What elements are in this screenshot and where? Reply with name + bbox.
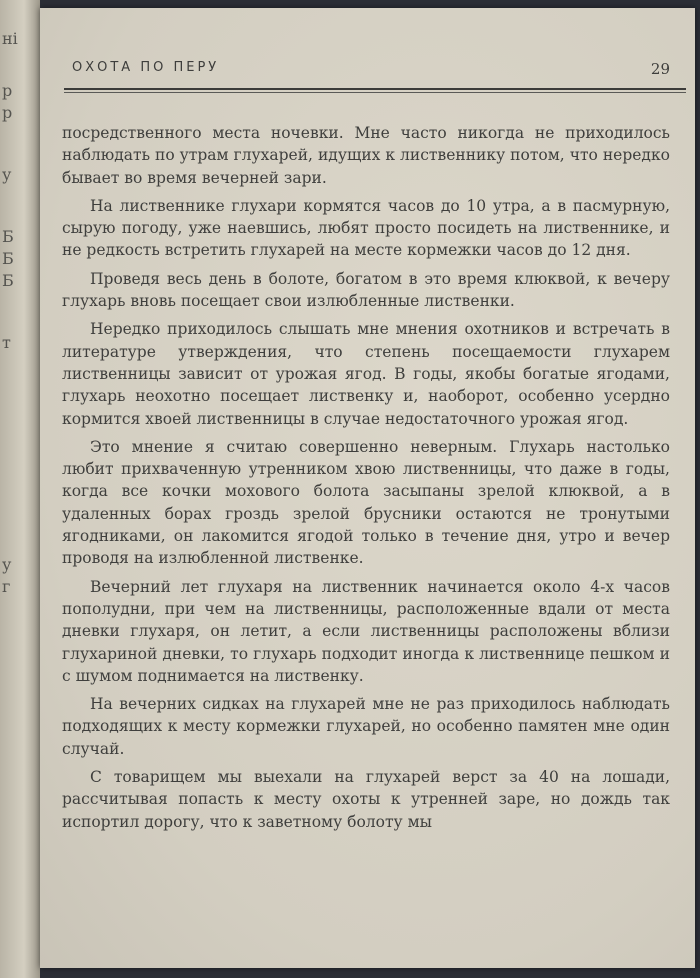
margin-char: Б bbox=[2, 227, 14, 246]
paragraph: Это мнение я считаю совершенно неверным. Глухарь настолько любит прихваченную утренником хвою лиственницы, что даже в годы, когда все кочки мохового болота засыпаны зрелой клюквой, а в удаленных борах гроздь зрелой брусники остаются не тронутыми ягодниками, он лакомится ягодой только в течение дня, утро и вечер проводя на излюбленной лиственке. bbox=[62, 437, 670, 568]
paragraph: Проведя весь день в болоте, богатом в это время клюквой, к вечеру глухарь вновь посещает свои излюбленные лиственки. bbox=[62, 269, 670, 311]
page-header bbox=[72, 60, 692, 90]
paragraph: Нередко приходилось слышать мне мнения охотников и встречать в литературе утверждения, что степень посещаемости глухарем лиственницы зависит от урожая ягод. В годы, якобы богатые ягодами, глухарь неохотно посещает лиственку и, наоборот, особенно усердно кормится хвоей лиственницы в случае недостаточного урожая ягод. bbox=[62, 320, 670, 428]
running-title: ОХОТА ПО ПЕРУ bbox=[72, 60, 220, 75]
margin-char: Б bbox=[2, 271, 14, 290]
margin-char: р bbox=[2, 81, 13, 100]
margin-char: г bbox=[2, 577, 11, 596]
header-rule bbox=[64, 88, 686, 90]
page-number: 29 bbox=[650, 60, 670, 78]
paragraph: С товарищем мы выехали на глухарей верст за 40 на лошади, рассчитывая попасть к месту охоты к утренней заре, но дождь так испортил дорогу, что к заветному болоту мы bbox=[62, 768, 670, 831]
header-rule-thin bbox=[64, 92, 686, 93]
margin-char: у bbox=[2, 555, 12, 574]
paragraph: На вечерних сидках на глухарей мне не раз приходилось наблюдать подходящих к месту кормежки глухарей, но особенно памятен мне один случай. bbox=[62, 695, 670, 758]
adjacent-page-edge bbox=[0, 0, 40, 978]
margin-char: т bbox=[2, 333, 11, 352]
margin-char: Б bbox=[2, 249, 14, 268]
body-text bbox=[62, 122, 670, 839]
paragraph: Вечерний лет глухаря на лиственник начинается около 4-х часов пополудни, при чем на лиственницы, расположенные вдали от места дневки глухаря, он летит, а если лиственницы расположены вблизи глухариной дневки, то глухарь подходит иногда к лиственнице пешком и с шумом поднимается на лиственку. bbox=[62, 577, 670, 685]
paragraph: На лиственнике глухари кормятся часов до 10 утра, а в пасмурную, сырую погоду, уже наевшись, любят просто посидеть на лиственнике, и не редкость встретить глухарей на месте кормежки часов до 12 дня. bbox=[62, 196, 670, 260]
book-page bbox=[40, 8, 695, 968]
margin-char: у bbox=[2, 165, 12, 184]
paragraph: посредственного места ночевки. Мне часто никогда не приходилось наблюдать по утрам глухарей, идущих к лиственнику потом, что нередко бывает во время вечерней зари. bbox=[62, 124, 670, 187]
margin-char: ні bbox=[2, 29, 18, 48]
margin-char: р bbox=[2, 103, 13, 122]
